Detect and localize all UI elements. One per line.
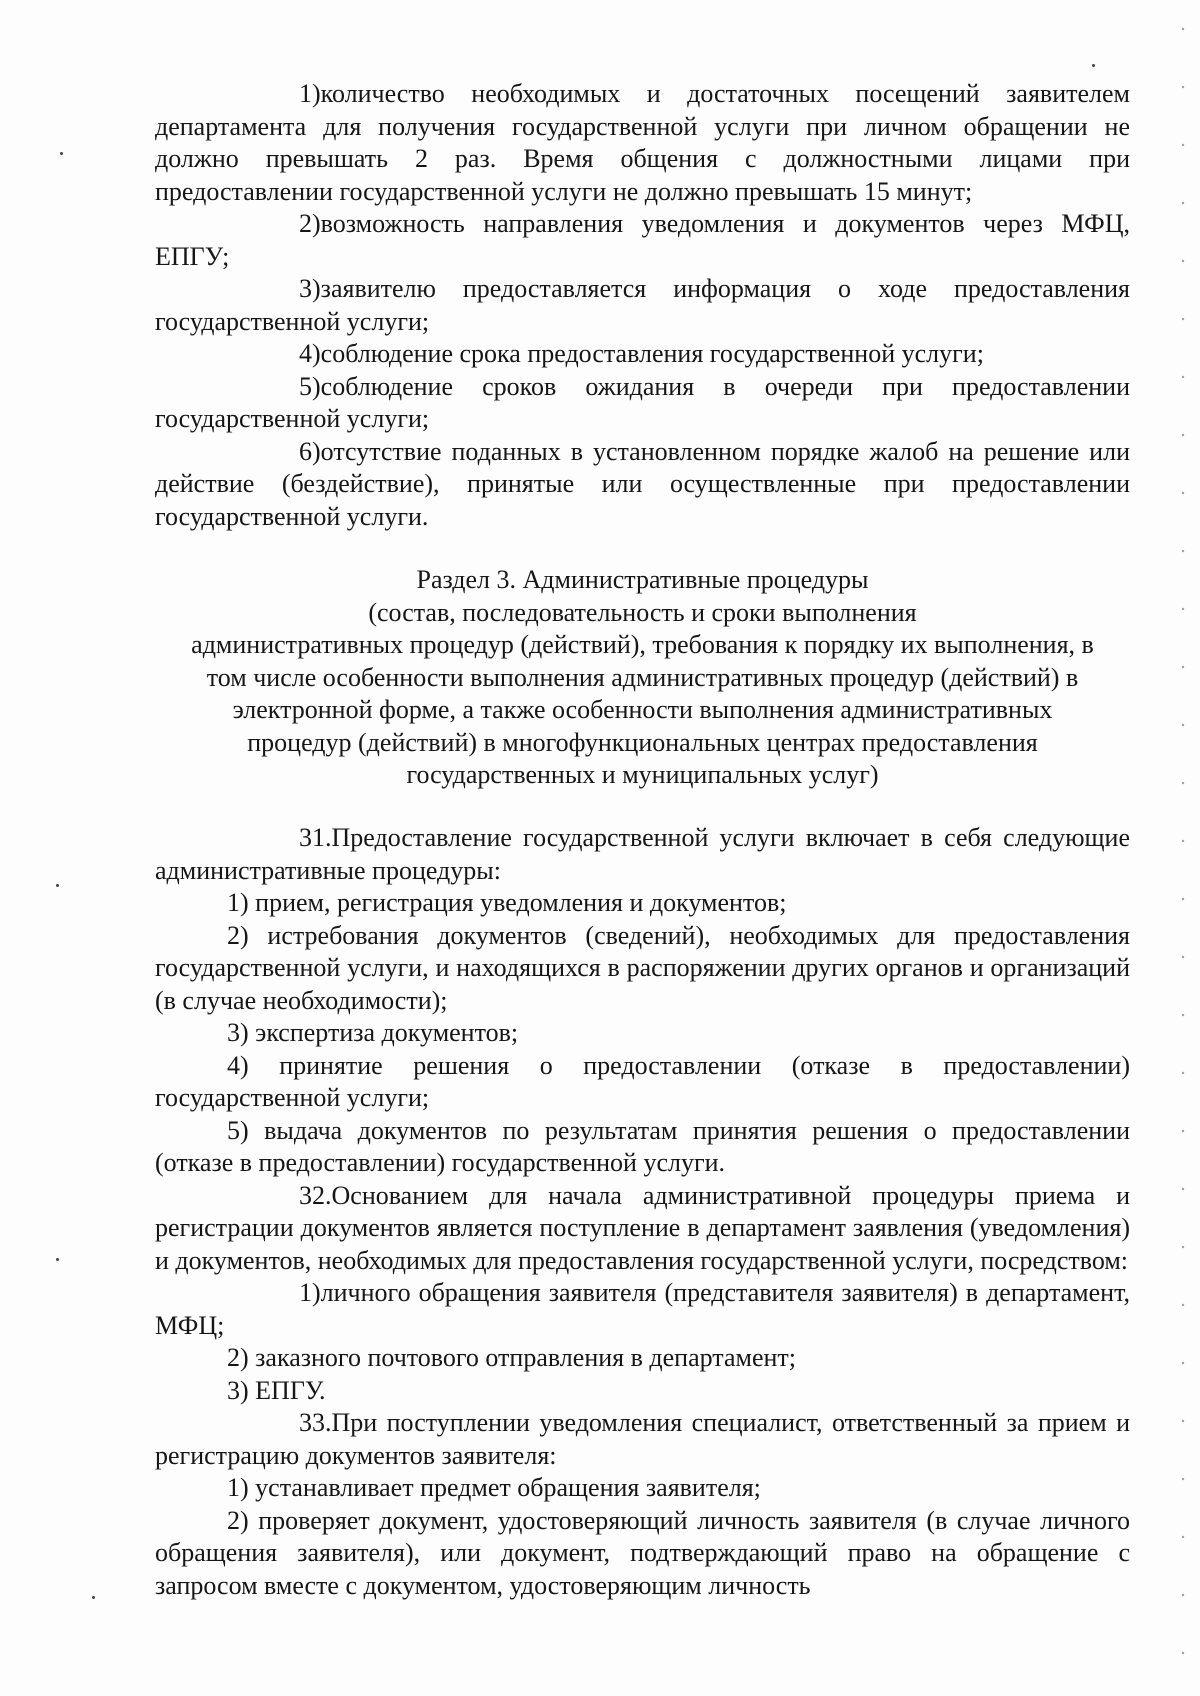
procedures-text xyxy=(155,822,1130,1602)
heading-line: Раздел 3. Административные процедуры xyxy=(416,565,869,594)
scan-edge-marks xyxy=(1180,0,1186,1696)
heading-line: процедур (действий) в многофункциональных центрах предоставления xyxy=(247,727,1038,757)
clause-31: 31.Предоставление государственной услуги включает в себя следующие административные процедуры: xyxy=(155,823,1130,885)
list-item: 3) экспертиза документов; xyxy=(227,1018,519,1047)
scan-speck xyxy=(60,152,63,155)
heading-line: государственных и муниципальных услуг) xyxy=(406,760,879,789)
list-item: 2) истребования документов (сведений), необходимых для предоставления государственной услуги, и находящихся в распоряжении других органов и организаций (в случае необходимости); xyxy=(155,920,1130,1015)
list-item: 5) выдача документов по результатам принятия решения о предоставлении (отказе в предоставлении) государственной услуги. xyxy=(155,1115,1130,1177)
list-item: 4)соблюдение срока предоставления государственной услуги; xyxy=(299,339,984,368)
heading-line: том числе особенности выполнения административных процедур (действий) в xyxy=(206,662,1079,692)
scan-speck xyxy=(92,1596,95,1599)
scan-speck xyxy=(56,884,59,887)
list-item: 4) принятие решения о предоставлении (отказе в предоставлении) государственной услуги; xyxy=(155,1050,1130,1112)
section-heading xyxy=(150,564,1135,792)
list-item: 2) проверяет документ, удостоверяющий личность заявителя (в случае личного обращения заявителя), или документ, подтверждающий право на обращение с запросом вместе с документом, удостоверяющим личность xyxy=(155,1505,1130,1600)
list-item: 1)количество необходимых и достаточных посещений заявителем департамента для получения государственной услуги при личном обращении не должно превышать 2 раз. Время общения с должностными лицами при предоставлении государственной услуги не должно превышать 15 минут; xyxy=(155,79,1130,206)
heading-line: электронной форме, а также особенности выполнения административных xyxy=(232,695,1053,724)
list-item: 5)соблюдение сроков ожидания в очереди при предоставлении государственной услуги; xyxy=(155,371,1130,433)
clause-33: 33.При поступлении уведомления специалист, ответственный за прием и регистрацию документов заявителя: xyxy=(155,1408,1130,1470)
list-item: 2)возможность направления уведомления и документов через МФЦ, ЕПГУ; xyxy=(155,209,1130,271)
scan-speck xyxy=(1092,64,1095,67)
heading-line: (состав, последовательность и сроки выполнения xyxy=(368,597,917,627)
requirements-list xyxy=(155,78,1130,533)
list-item: 1) прием, регистрация уведомления и документов; xyxy=(227,888,787,917)
heading-line: административных процедур (действий), требования к порядку их выполнения, в xyxy=(191,630,1094,659)
list-item: 6)отсутствие поданных в установленном порядке жалоб на решение или действие (бездействие), принятые или осуществленные при предоставлении государственной услуги. xyxy=(155,436,1130,531)
list-item: 3)заявителю предоставляется информация о ходе предоставления государственной услуги; xyxy=(155,274,1130,336)
list-item: 1)личного обращения заявителя (представителя заявителя) в департамент, МФЦ; xyxy=(155,1278,1130,1340)
list-item: 3) ЕПГУ. xyxy=(227,1375,326,1405)
list-item: 2) заказного почтового отправления в департамент; xyxy=(227,1343,796,1372)
list-item: 1) устанавливает предмет обращения заявителя; xyxy=(227,1473,761,1502)
scan-speck xyxy=(56,1258,59,1261)
clause-32: 32.Основанием для начала административной процедуры приема и регистрации документов является поступление в департамент заявления (уведомления) и документов, необходимых для предоставления государственной услуги, посредством: xyxy=(155,1180,1130,1275)
